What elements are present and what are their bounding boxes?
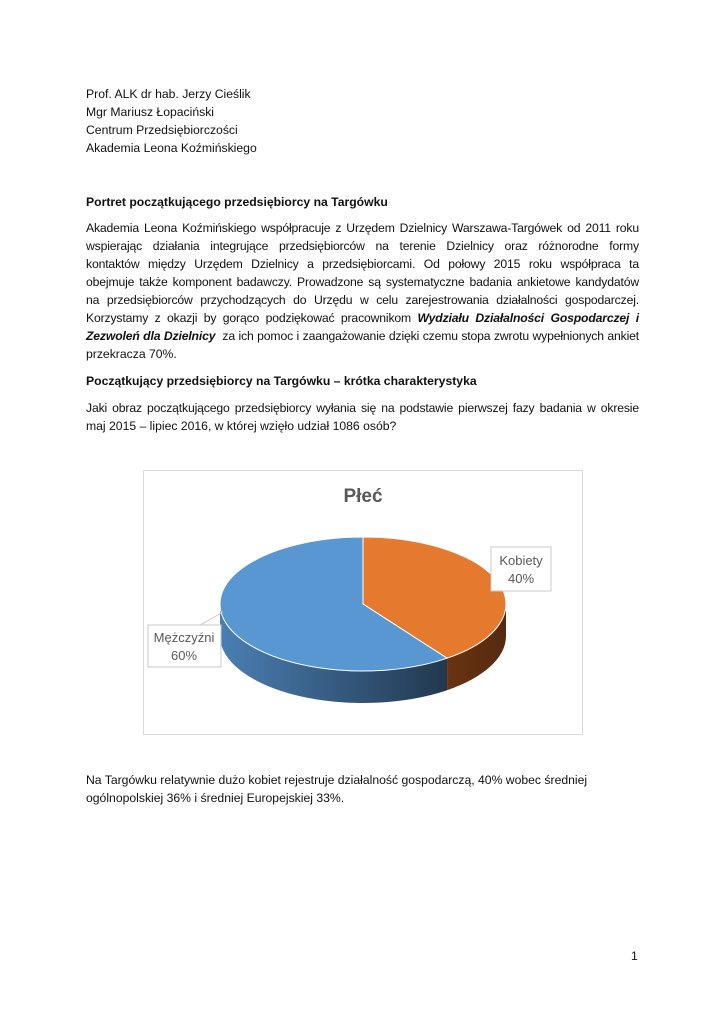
text-line: na przedsiębiorców przychodzących do Urzędu w celu zarejestrowania działalności gospodarczej. (86, 293, 639, 307)
text-line: obejmuje także komponent badawczy. Prowadzone są systematyczne badania ankietowe kandydatów (86, 275, 639, 289)
chart-title: Płeć (343, 486, 383, 507)
emphasis-text: Wydziału Działalności Gospodarczej i (417, 311, 639, 325)
pie-chart (143, 470, 583, 735)
text-line: ogólnopolskiej 36% i średniej Europejskiej 33%. (86, 791, 345, 805)
author-line: Mgr Mariusz Łopaciński (86, 105, 215, 119)
pie-group (220, 537, 506, 703)
text-line-part: za ich pomoc i zaangażowanie dzięki czemu stopa zwrotu wypełnionych ankiet (222, 329, 639, 343)
data-label-mezczyzni (148, 625, 221, 667)
text-line: Akademia Leona Koźmińskiego współpracuje z Urzędem Dzielnicy Warszawa-Targówek od 2011 roku (86, 221, 639, 235)
text-line-part: Korzystamy z okazji by gorąco podziękować pracownikom (86, 311, 412, 325)
pie-chart-svg (144, 471, 584, 736)
section-heading: Początkujący przedsiębiorcy na Targówku – krótka charakterystyka (86, 374, 477, 388)
category-label: Mężczyźni (153, 630, 215, 645)
author-line: Centrum Przedsiębiorczości (86, 123, 238, 137)
text-line: kontaktów między Urzędem Dzielnicy a przedsiębiorcami. Od połowy 2015 roku współpraca ta (86, 257, 639, 271)
text-line: przekracza 70%. (86, 347, 177, 361)
category-label: Kobiety (499, 553, 543, 568)
text-line: wspierając działania integrujące przedsiębiorców na terenie Dzielnicy oraz różnorodne formy (86, 239, 639, 253)
document-title: Portret początkującego przedsiębiorcy na Targówku (86, 195, 388, 209)
author-line: Akademia Leona Koźmińskiego (86, 141, 257, 155)
author-line: Prof. ALK dr hab. Jerzy Cieślik (86, 87, 251, 101)
value-label: 40% (507, 571, 535, 586)
value-label: 60% (170, 648, 198, 663)
text-line: Jaki obraz początkującego przedsiębiorcy wyłania się na podstawie pierwszej fazy badania w okresie (86, 401, 639, 415)
data-label-kobiety (491, 547, 551, 591)
emphasis-text: Zezwoleń dla Dzielnicy (86, 329, 216, 343)
text-line (86, 327, 639, 345)
text-line: Na Targówku relatywnie dużo kobiet rejestruje działalność gospodarczą, 40% wobec średniej (86, 773, 588, 787)
text-line (86, 309, 639, 327)
text-line: maj 2015 – lipiec 2016, w której wzięło udział 1086 osób? (86, 419, 397, 433)
page-number: 1 (631, 949, 638, 963)
